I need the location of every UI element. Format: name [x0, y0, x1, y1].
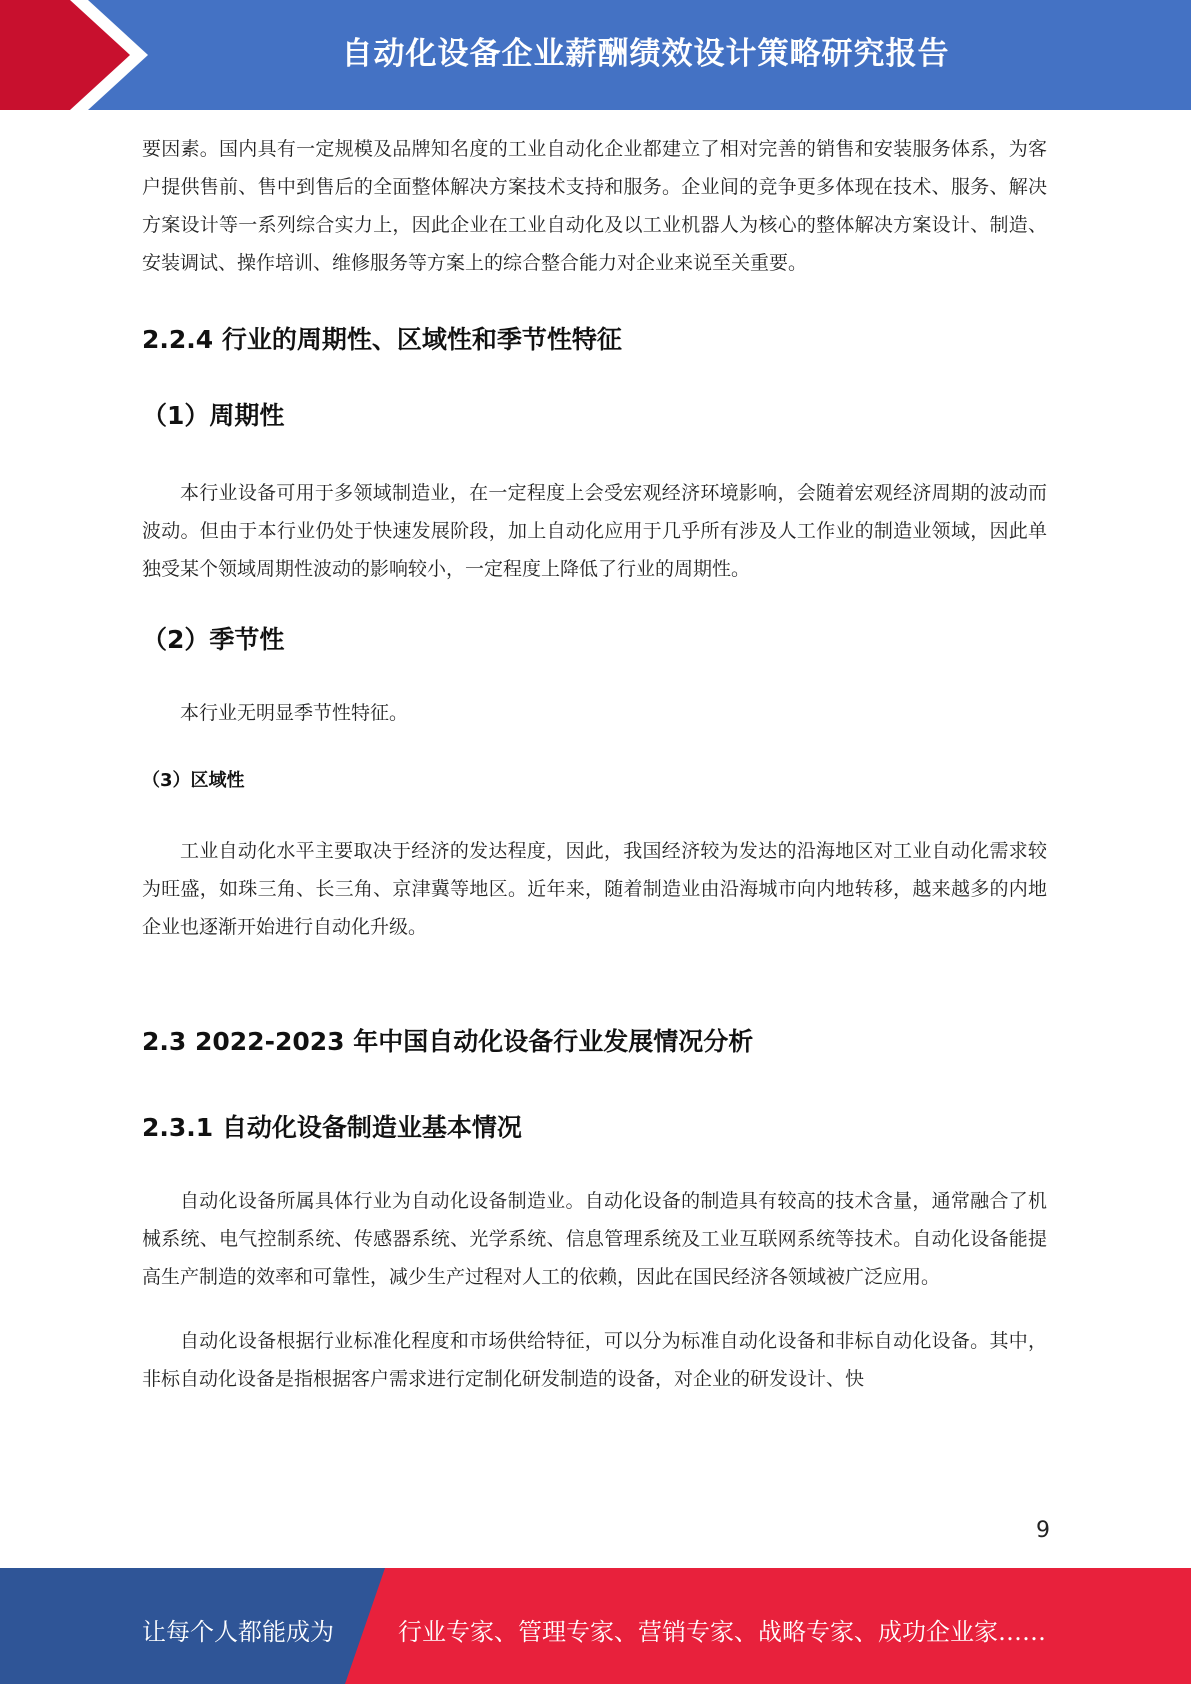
page-header [0, 0, 1191, 110]
heading-seasonal: （2）季节性 [142, 625, 285, 654]
heading-2-3-1: 2.3.1 自动化设备制造业基本情况 [142, 1113, 522, 1142]
paragraph-regional: 工业自动化水平主要取决于经济的发达程度，因此，我国经济较为发达的沿海地区对工业自动化需求较为旺盛，如珠三角、长三角、京津冀等地区。近年来，随着制造业由沿海城市向内地转移，越来越多的内地企业也逐渐开始进行自动化升级。 [142, 840, 1047, 938]
paragraph-intro: 要因素。国内具有一定规模及品牌知名度的工业自动化企业都建立了相对完善的销售和安装服务体系，为客户提供售前、售中到售后的全面整体解决方案技术支持和服务。企业间的竞争更多体现在技术、服务、解决方案设计等一系列综合实力上，因此企业在工业自动化及以工业机器人为核心的整体解决方案设计、制造、安装调试、操作培训、维修服务等方案上的综合整合能力对企业来说至关重要。 [142, 138, 1047, 274]
heading-2-3: 2.3 2022-2023 年中国自动化设备行业发展情况分析 [142, 1027, 754, 1056]
page-content [142, 130, 1047, 1398]
footer-slogan-right: 行业专家、管理专家、营销专家、战略专家、成功企业家…… [398, 1618, 1046, 1646]
page-number: 9 [1036, 1518, 1050, 1543]
paragraph-cyclical: 本行业设备可用于多领域制造业，在一定程度上会受宏观经济环境影响，会随着宏观经济周期的波动而波动。但由于本行业仍处于快速发展阶段，加上自动化应用于几乎所有涉及人工作业的制造业领域，因此单独受某个领域周期性波动的影响较小，一定程度上降低了行业的周期性。 [142, 482, 1047, 580]
paragraph-automation-basics: 自动化设备所属具体行业为自动化设备制造业。自动化设备的制造具有较高的技术含量，通常融合了机械系统、电气控制系统、传感器系统、光学系统、信息管理系统及工业互联网系统等技术。自动化设备能提高生产制造的效率和可靠性，减少生产过程对人工的依赖，因此在国民经济各领域被广泛应用。 [142, 1190, 1047, 1288]
paragraph-seasonal: 本行业无明显季节性特征。 [180, 702, 409, 724]
page-footer [0, 1568, 1191, 1684]
paragraph-automation-classification: 自动化设备根据行业标准化程度和市场供给特征，可以分为标准自动化设备和非标自动化设备。其中，非标自动化设备是指根据客户需求进行定制化研发制造的设备，对企业的研发设计、快 [142, 1330, 1047, 1390]
heading-2-2-4: 2.2.4 行业的周期性、区域性和季节性特征 [142, 325, 622, 354]
heading-regional: （3）区域性 [142, 770, 245, 791]
heading-cyclical: （1）周期性 [142, 401, 285, 430]
footer-slogan-left: 让每个人都能成为 [142, 1618, 334, 1646]
report-title: 自动化设备企业薪酬绩效设计策略研究报告 [341, 36, 950, 72]
